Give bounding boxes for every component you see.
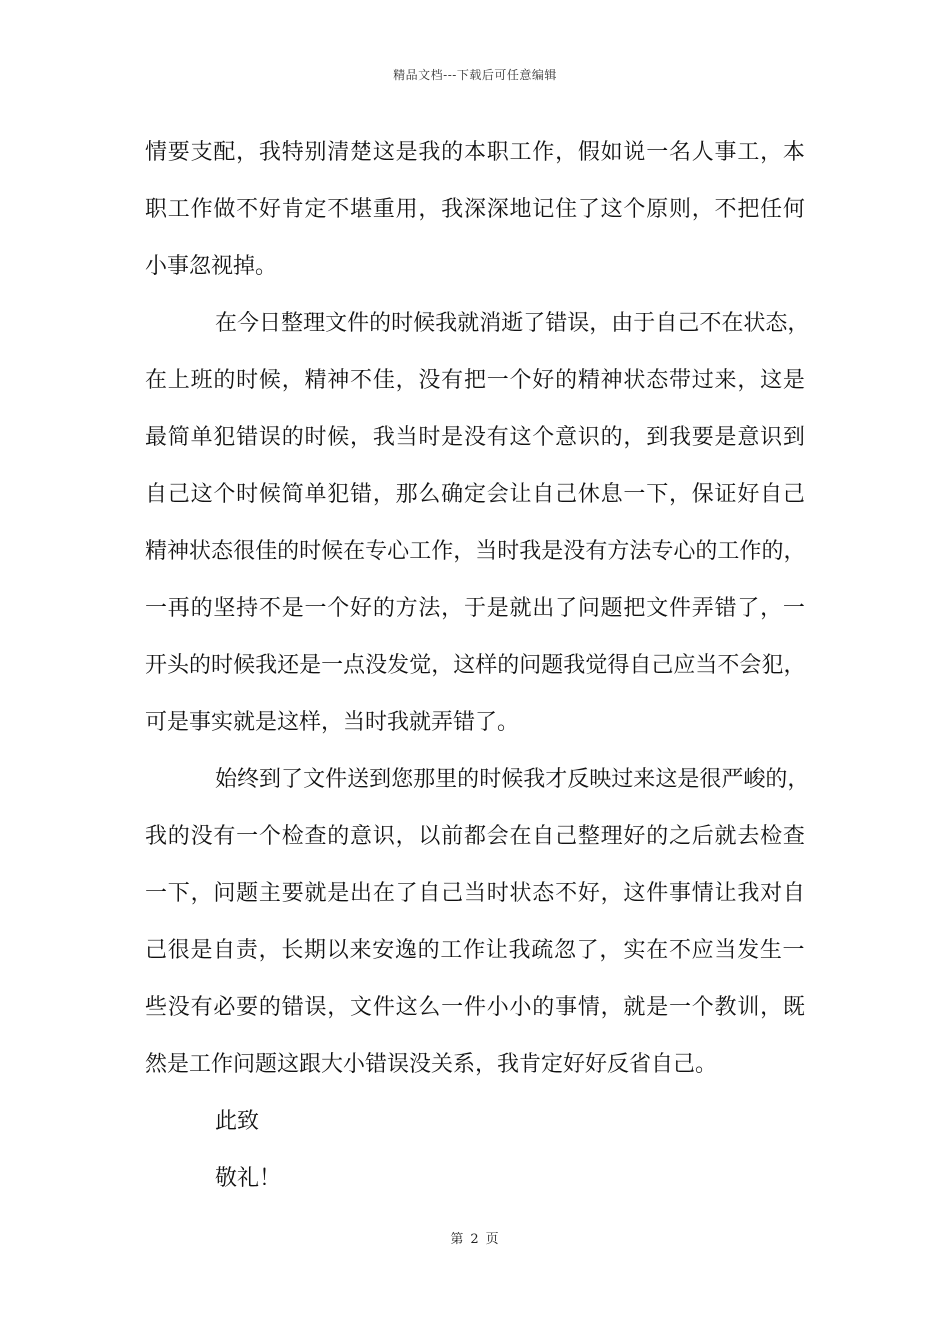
paragraph-2-line: 最 简 单 犯 错 误 的 时 候 ， 我 当 时 是 没 有 这 个 意 识 的 ， 到 我 要 是 意 识 到 [145, 425, 805, 450]
paragraph-2-line: 一 再 的 坚 持 不 是 一 个 好 的 方 法 ， 于 是 就 出 了 问 题 把 文 件 弄 错 了 ， 一 [145, 596, 805, 621]
page-number-prefix: 第 [450, 1232, 465, 1247]
paragraph-2-line: 可是事实就是这样，当时我就弄错了。 [145, 710, 520, 735]
page-header: 精品文档---下载后可任意编辑 [393, 68, 557, 82]
document-body [145, 124, 810, 1207]
paragraph-4-line: 此致 [215, 1109, 260, 1134]
paragraph-3-line: 一 下 ， 问 题 主 要 就 是 出 在 了 自 己 当 时 状 态 不 好 ， 这 件 事 情 让 我 对 自 [145, 881, 805, 906]
paragraph-3-line: 始 终 到 了 文 件 送 到 您 那 里 的 时 候 我 才 反 映 过 来 这 是 很 严 峻 的 ， [215, 767, 810, 792]
paragraph-2-line: 在 上 班 的 时 候 ， 精 神 不 佳 ， 没 有 把 一 个 好 的 精 神 状 态 带 过 来 ， 这 是 [145, 368, 805, 393]
paragraph-3-line: 我 的 没 有 一 个 检 查 的 意 识 ， 以 前 都 会 在 自 己 整 理 好 的 之 后 就 去 检 查 [145, 824, 805, 849]
paragraph-2-line: 自 己 这 个 时 候 简 单 犯 错 ， 那 么 确 定 会 让 自 己 休 息 一 下 ， 保 证 好 自 己 [145, 482, 805, 507]
paragraph-1-line: 职 工 作 做 不 好 肯 定 不 堪 重 用 ， 我 深 深 地 记 住 了 这 个 原 则 ， 不 把 任 何 [145, 197, 805, 222]
paragraph-1-line: 情 要 支 配 ， 我 特 别 清 楚 这 是 我 的 本 职 工 作 ， 假 如 说 一 名 人 事 工 ， 本 [145, 140, 805, 165]
paragraph-2-line: 精 神 状 态 很 佳 的 时 候 在 专 心 工 作 ， 当 时 我 是 没 有 方 法 专 心 的 工 作 的 ， [145, 539, 806, 564]
paragraph-3-line: 些 没 有 必 要 的 错 误 ， 文 件 这 么 一 件 小 小 的 事 情 ， 就 是 一 个 教 训 ， 既 [145, 995, 805, 1020]
paragraph-5-line: 敬礼！ [215, 1166, 282, 1191]
page-number: 2 [470, 1232, 480, 1247]
page-footer [0, 1228, 950, 1247]
paragraph-1-line: 小事忽视掉。 [145, 254, 278, 279]
page-number-suffix: 页 [485, 1232, 500, 1247]
paragraph-2-line: 在 今 日 整 理 文 件 的 时 候 我 就 消 逝 了 错 误 ， 由 于 自 己 不 在 状 态 ， [215, 311, 810, 336]
paragraph-2-line: 开 头 的 时 候 我 还 是 一 点 没 发 觉 ， 这 样 的 问 题 我 觉 得 自 己 应 当 不 会 犯 ， [145, 653, 806, 678]
paragraph-3-line: 然是工作问题这跟大小错误没关系，我肯定好好反省自己。 [145, 1052, 718, 1077]
paragraph-3-line: 己 很 是 自 责 ， 长 期 以 来 安 逸 的 工 作 让 我 疏 忽 了 ， 实 在 不 应 当 发 生 一 [145, 938, 805, 963]
